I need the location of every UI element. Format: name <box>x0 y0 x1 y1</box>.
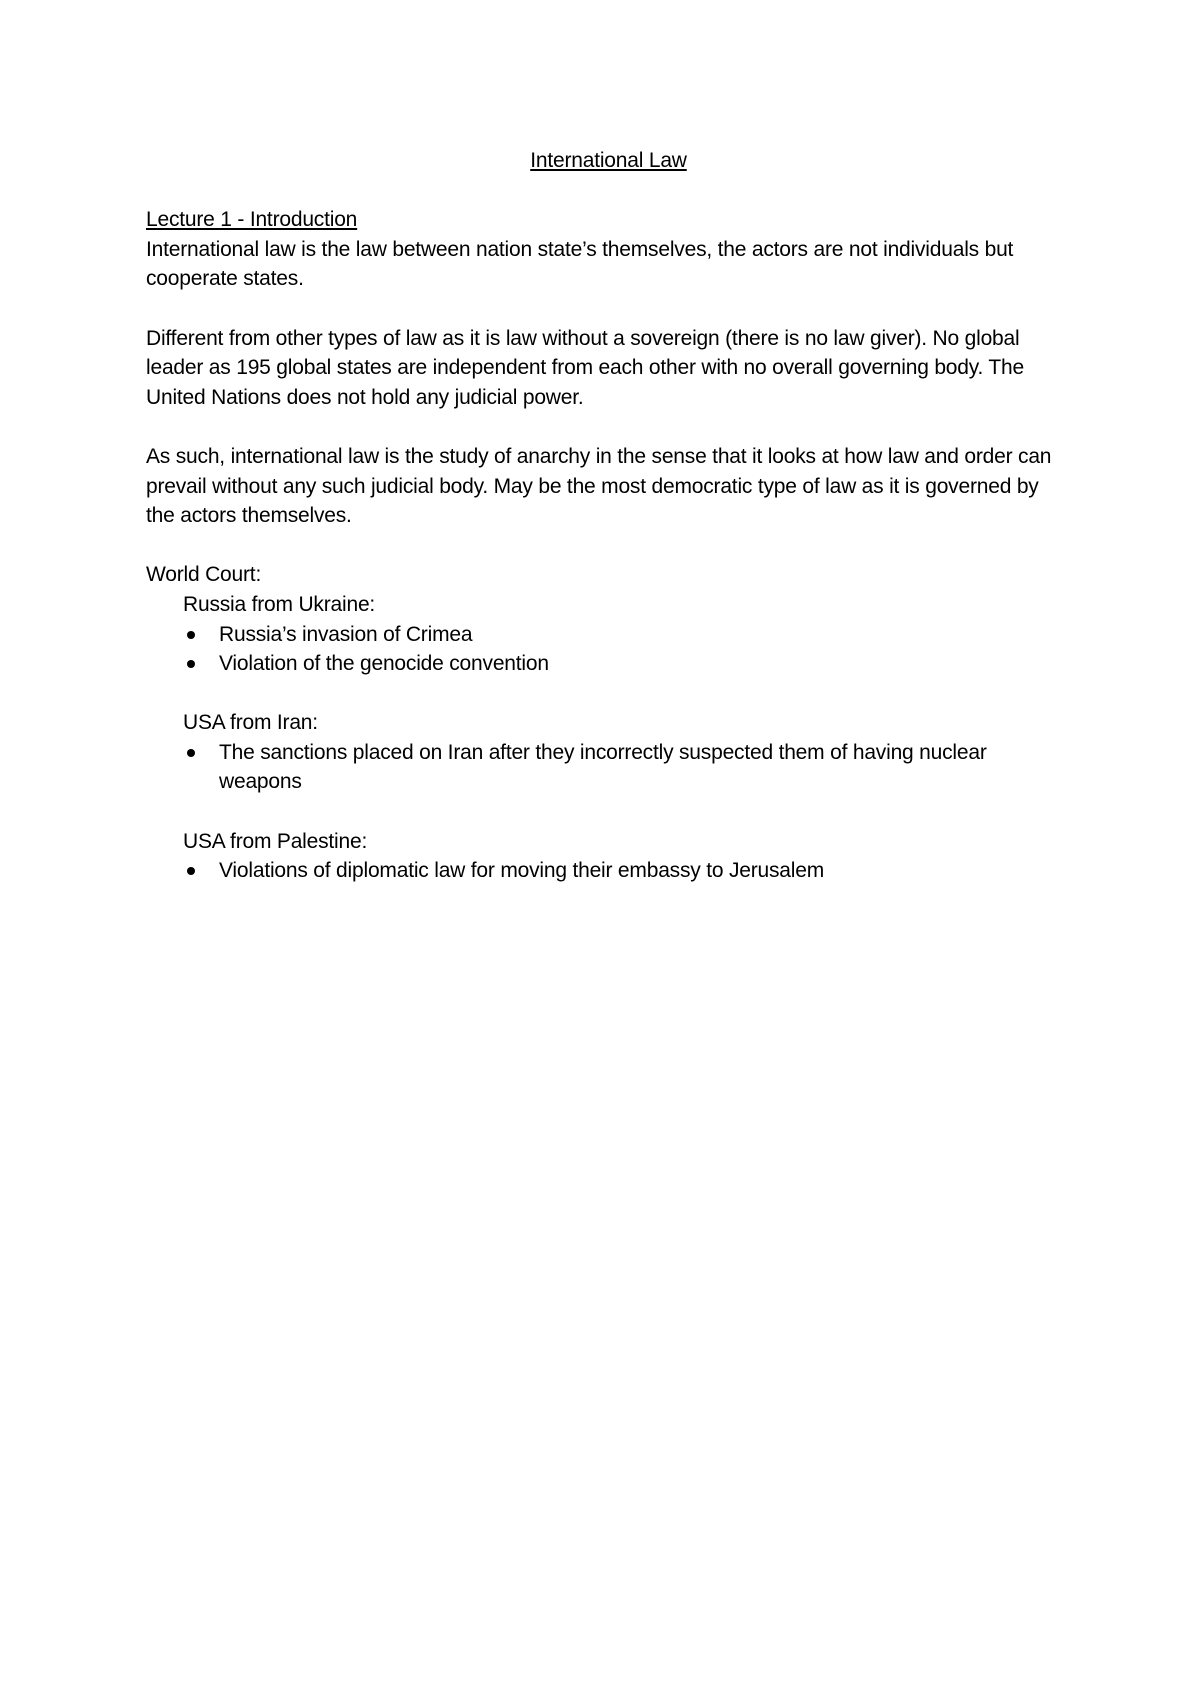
case-bullet-list <box>183 620 1071 679</box>
paragraph-intro: International law is the law between nation state’s themselves, the actors are not individuals but cooperate states. <box>146 237 1014 291</box>
bullet-icon <box>187 867 195 875</box>
bullet-icon <box>187 660 195 668</box>
list-item-text: The sanctions placed on Iran after they incorrectly suspected them of having nuclear weapons <box>219 740 987 794</box>
bullet-icon <box>187 749 195 757</box>
case-russia-ukraine <box>183 590 1071 679</box>
bullet-icon <box>187 631 195 639</box>
case-usa-iran <box>183 708 1071 797</box>
document-body <box>146 146 1071 886</box>
world-court-label: World Court: <box>146 563 262 587</box>
list-item <box>183 649 1071 679</box>
case-title: USA from Iran: <box>183 711 318 735</box>
case-bullet-list <box>183 856 1071 886</box>
paragraph-sovereign: Different from other types of law as it is law without a sovereign (there is no law giver). No global leader as 195 global states are independent from each other with no overall governing body. The United Nations does not hold any judicial power. <box>146 326 1024 409</box>
list-item-text: Russia’s invasion of Crimea <box>219 622 473 646</box>
case-title: USA from Palestine: <box>183 829 368 853</box>
paragraph-anarchy: As such, international law is the study of anarchy in the sense that it looks at how law and order can prevail without any such judicial body. May be the most democratic type of law as it is governed by the actors themselves. <box>146 444 1052 528</box>
list-item-text: Violation of the genocide convention <box>219 652 549 676</box>
case-title: Russia from Ukraine: <box>183 592 376 616</box>
list-item <box>183 856 1071 886</box>
lecture-heading: Lecture 1 - Introduction <box>146 208 358 232</box>
list-item-text: Violations of diplomatic law for moving their embassy to Jerusalem <box>219 859 825 883</box>
case-usa-palestine <box>183 827 1071 886</box>
list-item <box>183 620 1071 650</box>
case-bullet-list <box>183 738 1071 797</box>
document-title: International Law <box>530 149 687 172</box>
list-item <box>183 738 1071 797</box>
